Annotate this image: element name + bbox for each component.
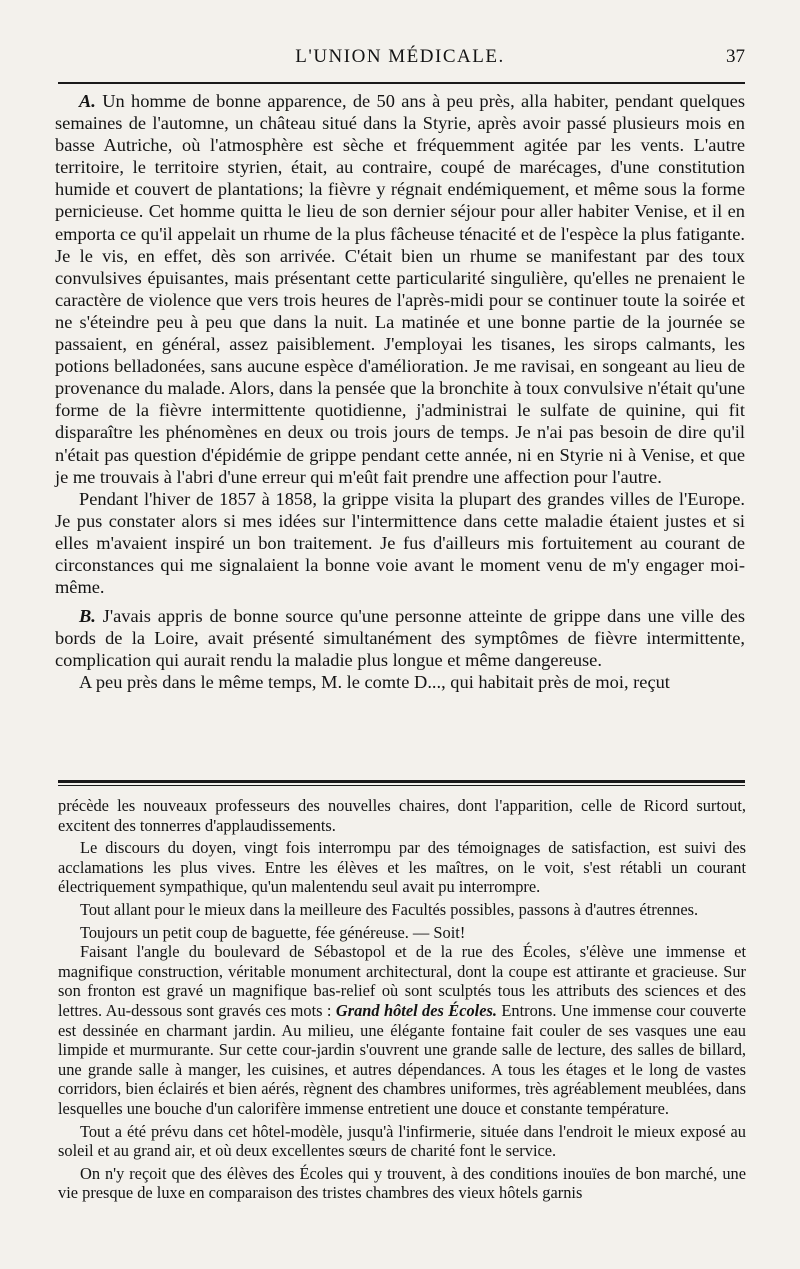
- feuilleton-paragraph-2: Le discours du doyen, vingt fois interrompu par des témoignages de satisfaction, est suivi des acclamations les plus vives. Entre les élèves et les maîtres, on le voit, s'est rétabli un courant électriquement sympathique, qu'un malentendu seul avait pu interrompre.: [58, 838, 746, 897]
- feuilleton-p5-start: Faisant l'angle du boulevard de Sébastopol et de la rue des Écoles, s'élève une immense et magnifique construction, véritable monument architectural, dont la coupe est attirante et gracieuse. Sur son fronton est gravé un magnifique bas-relief où sont sculptés tous les attributs des sciences et des lettres. Au-dessous sont gravés ces mots :: [58, 942, 746, 1020]
- case-a-text: Un homme de bonne apparence, de 50 ans à peu près, alla habiter, pendant quelques semaines de l'automne, un château situé dans la Styrie, après avoir passé plusieurs mois en basse Autriche, où l'atmosphère est sèche et fréquemment agitée par les vents. L'autre territoire, le territoire styrien, était, au contraire, coupé de marécages, d'une constitution humide et couvert de plantations; la fièvre y régnait endémiquement, et même sous la forme pernicieuse. Cet homme quitta le lieu de son dernier séjour pour aller habiter Venise, et il en emporta ce qu'il appelait un rhume de la plus fâcheuse ténacité et de l'espèce la plus fatigante. Je le vis, en effet, dès son arrivée. C'était bien un rhume se manifestant par des toux convulsives épuisantes, mais présentant cette particularité singulière, qu'elles ne prenaient le caractère de violence que vers trois heures de l'après-midi pour se continuer toute la soirée et ne s'éteindre peu à peu que dans la nuit. La matinée et une bonne partie de la journée se passaient, en général, assez paisiblement. J'employai les tisanes, les sirops calmants, les potions belladonées, sans aucune espèce d'amélioration. Je me ravisai, en songeant au lieu de provenance du malade. Alors, dans la pensée que la bronchite à toux convulsive n'était qu'une forme de la fièvre intermittente quotidienne, j'administrai le sulfate de quinine, qui fit disparaître les phénomènes en deux ou trois jours de temps. Je n'ai pas besoin de dire qu'il n'était pas question d'épidémie de grippe pendant cette année, ni en Styrie ni à Venise, et que je me trouvais à l'abri d'une erreur qui m'eût fait prendre une affection pour l'autre.: [55, 91, 745, 487]
- feuilleton-paragraph-1: précède les nouveaux professeurs des nouvelles chaires, dont l'apparition, celle de Ricord surtout, excitent des tonnerres d'applaudissements.: [58, 796, 746, 835]
- header-rule: [58, 82, 745, 84]
- case-label-b: B.: [79, 606, 96, 627]
- main-article: [55, 90, 745, 694]
- feuilleton-paragraph-3: Tout allant pour le mieux dans la meilleure des Facultés possibles, passons à d'autres étrennes.: [80, 899, 699, 919]
- feuilleton-separator: [58, 780, 745, 786]
- feuilleton-paragraph-5: [58, 942, 746, 1118]
- feuilleton-paragraph-6: Tout a été prévu dans cet hôtel-modèle, jusqu'à l'infirmerie, située dans l'endroit le mieux exposé au soleil et au grand air, et où deux excellentes sœurs de charité font le service.: [58, 1121, 746, 1161]
- case-b-text: J'avais appris de bonne source qu'une personne atteinte de grippe dans une ville des bords de la Loire, avait présenté simultanément des symptômes de fièvre intermittente, complication qui aurait rendu la maladie plus longue et même dangereuse.: [55, 606, 745, 671]
- feuilleton-section: [58, 796, 746, 1203]
- paragraph-comte-d: A peu près dans le même temps, M. le comte D..., qui habitait près de moi, reçut: [79, 672, 670, 693]
- case-label-a: A.: [79, 91, 96, 111]
- paragraph-case-a: [55, 90, 745, 488]
- feuilleton-paragraph-4: Toujours un petit coup de baguette, fée généreuse. — Soit!: [80, 922, 466, 942]
- feuilleton-p5-end: Entrons. Une immense cour couverte est dessinée en charmant jardin. Au milieu, une élégante fontaine fait couler de ses vasques une eau limpide et murmurante. Sur cette cour-jardin s'ouvrent une grande salle de lecture, des salles de billard, une grande salle à manger, les cuisines, et autres dépendances. A tous les étages et le long de vastes corridors, bien éclairés et bien aérés, règnent des chambres uniformes, très agréablement meublées, dans lesquelles une bouche d'un calorifère immense entretient une douce et constante température.: [58, 1000, 746, 1118]
- page-header: [55, 44, 745, 74]
- feuilleton-paragraph-7: On n'y reçoit que des élèves des Écoles qui y trouvent, à des conditions inouïes de bon marché, une vie presque de luxe en comparaison des tristes chambres des vieux hôtels garnis: [58, 1163, 746, 1203]
- page-number: 37: [726, 46, 745, 67]
- hotel-name: Grand hôtel des Écoles.: [335, 1000, 497, 1020]
- running-title: L'UNION MÉDICALE.: [295, 46, 505, 67]
- paragraph-case-b: [55, 605, 745, 671]
- paragraph-grippe-1857: Pendant l'hiver de 1857 à 1858, la grippe visita la plupart des grandes villes de l'Europe. Je pus constater alors si mes idées sur l'intermittence dans cette maladie étaient justes et si elles m'avaient inspiré un bon traitement. Je fus d'ailleurs mis fortuitement au courant de circonstances qui me signalaient la bonne voie avant le moment venu de m'y engager moi-même.: [55, 488, 745, 598]
